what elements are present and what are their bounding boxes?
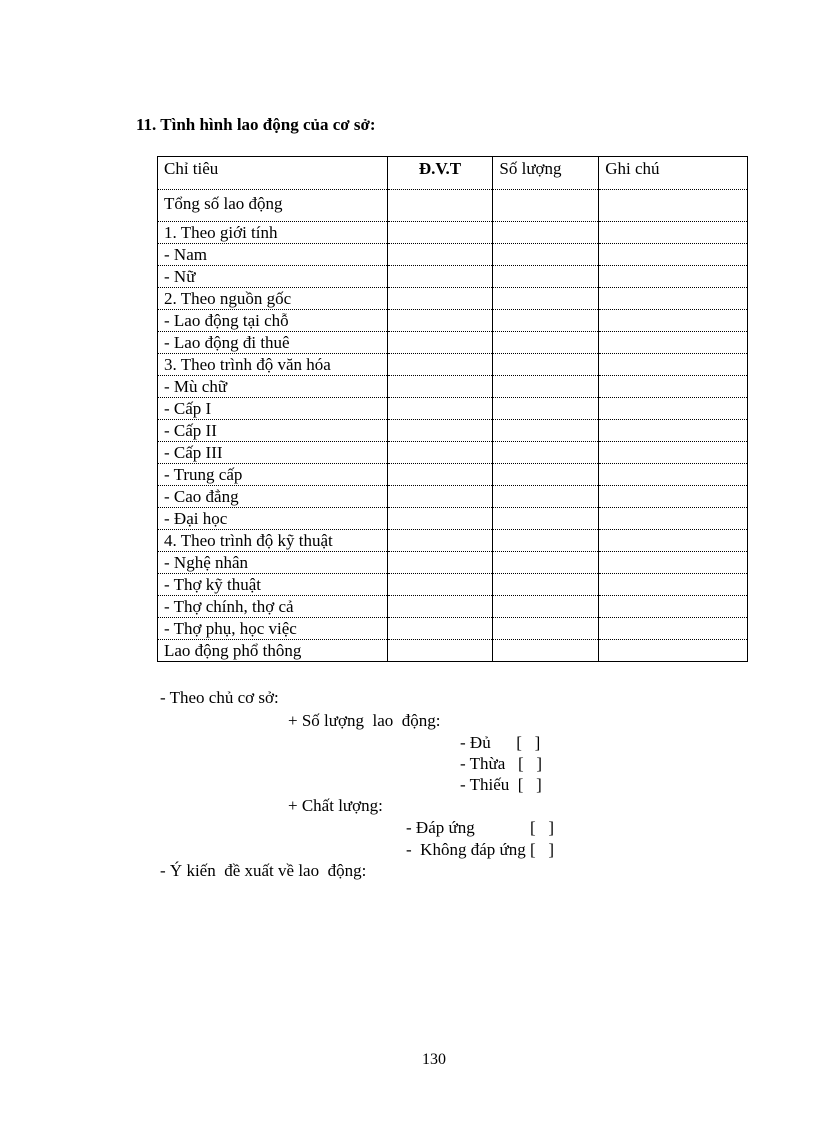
quantity-cell[interactable] [493, 640, 599, 662]
note-cell[interactable] [599, 618, 748, 640]
row-label: - Thợ chính, thợ cả [158, 596, 388, 618]
table-row [158, 420, 748, 442]
unit-cell[interactable] [387, 508, 493, 530]
note-cell[interactable] [599, 574, 748, 596]
table-row [158, 398, 748, 420]
quantity-cell[interactable] [493, 486, 599, 508]
table-row [158, 552, 748, 574]
unit-cell[interactable] [387, 530, 493, 552]
option-meets: - Đáp ứng [ ] [406, 818, 555, 837]
row-label: - Cao đẳng [158, 486, 388, 508]
table-row [158, 486, 748, 508]
note-cell[interactable] [599, 420, 748, 442]
quantity-cell[interactable] [493, 244, 599, 266]
quantity-cell[interactable] [493, 266, 599, 288]
table-row [158, 464, 748, 486]
unit-cell[interactable] [387, 552, 493, 574]
unit-cell[interactable] [387, 222, 493, 244]
quantity-cell[interactable] [493, 552, 599, 574]
note-cell[interactable] [599, 398, 748, 420]
note-cell[interactable] [599, 508, 748, 530]
unit-cell[interactable] [387, 332, 493, 354]
unit-cell[interactable] [387, 640, 493, 662]
table-row [158, 376, 748, 398]
header-indicator: Chỉ tiêu [158, 157, 388, 190]
note-cell[interactable] [599, 288, 748, 310]
suggestion-label: - Ý kiến đề xuất về lao động: [160, 861, 367, 880]
row-label: - Cấp I [158, 398, 388, 420]
row-label: - Cấp III [158, 442, 388, 464]
unit-cell[interactable] [387, 596, 493, 618]
table-row [158, 332, 748, 354]
quantity-cell[interactable] [493, 310, 599, 332]
unit-cell[interactable] [387, 288, 493, 310]
unit-cell[interactable] [387, 244, 493, 266]
unit-cell[interactable] [387, 618, 493, 640]
table-row [158, 354, 748, 376]
row-label: 2. Theo nguồn gốc [158, 288, 388, 310]
labor-table [157, 156, 748, 662]
table-row [158, 310, 748, 332]
header-unit: Đ.V.T [387, 157, 493, 190]
note-cell[interactable] [599, 464, 748, 486]
quantity-cell[interactable] [493, 288, 599, 310]
row-label: - Trung cấp [158, 464, 388, 486]
row-label: - Nghệ nhân [158, 552, 388, 574]
unit-cell[interactable] [387, 398, 493, 420]
table-row [158, 596, 748, 618]
quantity-cell[interactable] [493, 442, 599, 464]
quantity-cell[interactable] [493, 190, 599, 222]
table-row [158, 266, 748, 288]
quantity-label: + Số lượng lao động: [288, 711, 441, 730]
header-note: Ghi chú [599, 157, 748, 190]
note-cell[interactable] [599, 596, 748, 618]
option-shortage: - Thiếu [ ] [460, 775, 542, 794]
quantity-cell[interactable] [493, 332, 599, 354]
note-cell[interactable] [599, 640, 748, 662]
row-label: - Đại học [158, 508, 388, 530]
quantity-cell[interactable] [493, 420, 599, 442]
unit-cell[interactable] [387, 310, 493, 332]
quantity-cell[interactable] [493, 398, 599, 420]
table-row [158, 222, 748, 244]
unit-cell[interactable] [387, 354, 493, 376]
note-cell[interactable] [599, 332, 748, 354]
row-label: - Mù chữ [158, 376, 388, 398]
note-cell[interactable] [599, 442, 748, 464]
option-enough: - Đủ [ ] [460, 733, 541, 752]
owner-view-label: - Theo chủ cơ sở: [160, 688, 279, 707]
row-label: - Lao động đi thuê [158, 332, 388, 354]
header-quantity: Số lượng [493, 157, 599, 190]
row-label: Tổng số lao động [158, 190, 388, 222]
row-label: - Thợ phụ, học việc [158, 618, 388, 640]
quantity-cell[interactable] [493, 376, 599, 398]
quantity-cell[interactable] [493, 618, 599, 640]
note-cell[interactable] [599, 530, 748, 552]
unit-cell[interactable] [387, 464, 493, 486]
row-label: 1. Theo giới tính [158, 222, 388, 244]
table-row [158, 574, 748, 596]
section-heading: 11. Tình hình lao động của cơ sở: [136, 115, 376, 134]
quantity-cell[interactable] [493, 508, 599, 530]
quantity-cell[interactable] [493, 574, 599, 596]
row-label: - Lao động tại chỗ [158, 310, 388, 332]
table-row [158, 508, 748, 530]
table-row [158, 190, 748, 222]
unit-cell[interactable] [387, 574, 493, 596]
note-cell[interactable] [599, 310, 748, 332]
note-cell[interactable] [599, 190, 748, 222]
note-cell[interactable] [599, 222, 748, 244]
quantity-cell[interactable] [493, 530, 599, 552]
row-label: - Nữ [158, 266, 388, 288]
option-surplus: - Thừa [ ] [460, 754, 543, 773]
quantity-cell[interactable] [493, 464, 599, 486]
quality-label: + Chất lượng: [288, 796, 383, 815]
note-cell[interactable] [599, 266, 748, 288]
option-not-meets: - Không đáp ứng [ ] [406, 840, 555, 859]
row-label: - Cấp II [158, 420, 388, 442]
table-row [158, 442, 748, 464]
unit-cell[interactable] [387, 190, 493, 222]
row-label: - Thợ kỹ thuật [158, 574, 388, 596]
quantity-cell[interactable] [493, 222, 599, 244]
row-label: 4. Theo trình độ kỹ thuật [158, 530, 388, 552]
quantity-cell[interactable] [493, 354, 599, 376]
table-row [158, 640, 748, 662]
unit-cell[interactable] [387, 266, 493, 288]
note-cell[interactable] [599, 486, 748, 508]
table-row [158, 244, 748, 266]
unit-cell[interactable] [387, 376, 493, 398]
table-row [158, 530, 748, 552]
table-header-row [158, 157, 748, 190]
page-number: 130 [422, 1051, 446, 1068]
note-cell[interactable] [599, 376, 748, 398]
table-row [158, 288, 748, 310]
row-label: - Nam [158, 244, 388, 266]
row-label: 3. Theo trình độ văn hóa [158, 354, 388, 376]
unit-cell[interactable] [387, 486, 493, 508]
unit-cell[interactable] [387, 420, 493, 442]
unit-cell[interactable] [387, 442, 493, 464]
row-label: Lao động phổ thông [158, 640, 388, 662]
note-cell[interactable] [599, 354, 748, 376]
note-cell[interactable] [599, 244, 748, 266]
note-cell[interactable] [599, 552, 748, 574]
quantity-cell[interactable] [493, 596, 599, 618]
table-row [158, 618, 748, 640]
